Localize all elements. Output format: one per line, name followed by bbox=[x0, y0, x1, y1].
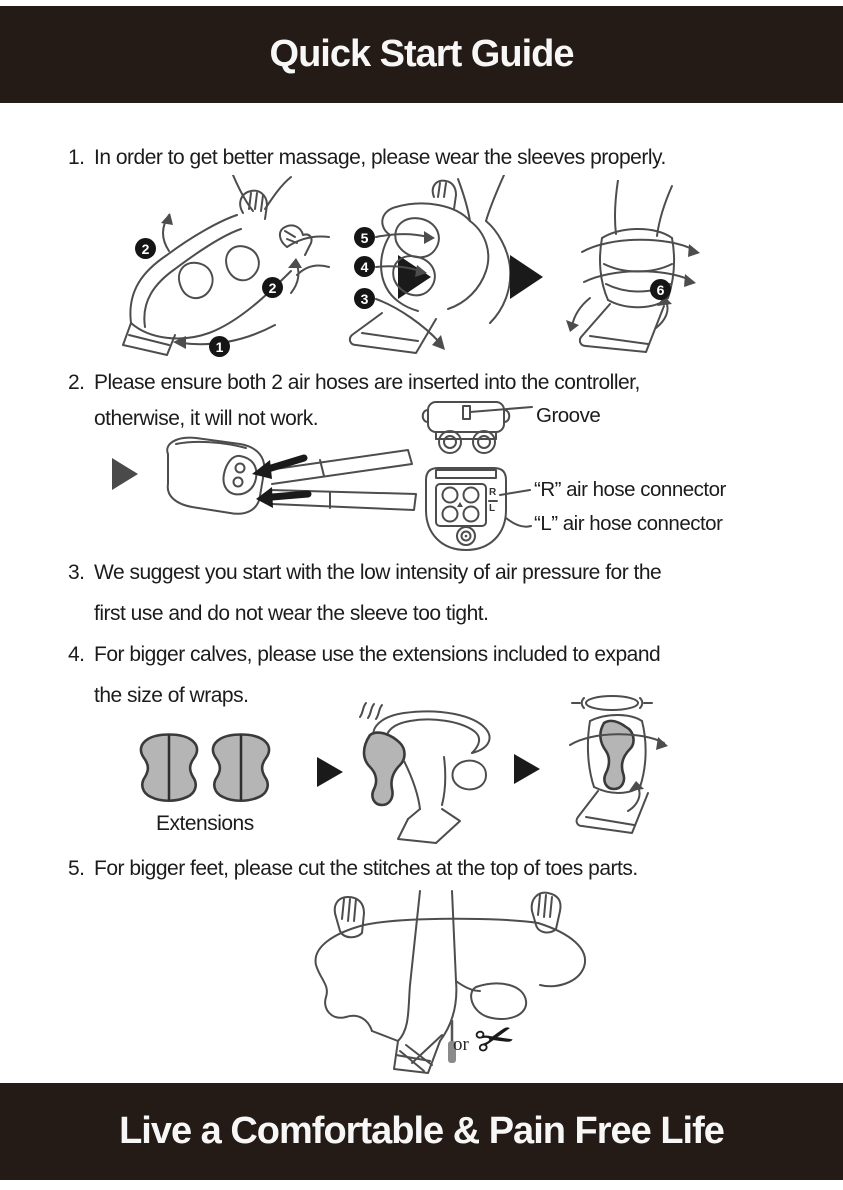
step-4-line-1: For bigger calves, please use the extensions included to expand bbox=[94, 643, 661, 666]
step-5-line-1: For bigger feet, please cut the stitches at the top of toes parts. bbox=[94, 857, 638, 880]
step-1-line-1: In order to get better massage, please wear the sleeves properly. bbox=[94, 146, 666, 169]
r-connector-label: “R” air hose connector bbox=[534, 478, 726, 501]
step-1-illustration bbox=[0, 172, 843, 362]
step-marker-badge: 2 bbox=[262, 277, 283, 298]
step-5-illustration bbox=[0, 889, 843, 1077]
extensions-label: Extensions bbox=[156, 812, 254, 835]
step-5-text bbox=[68, 848, 843, 889]
header-bar bbox=[0, 6, 843, 103]
scissors-icon: ✂ bbox=[469, 1008, 521, 1069]
groove-label: Groove bbox=[536, 404, 601, 427]
step-3-text bbox=[0, 552, 843, 634]
step-3-line-2: first use and do not wear the sleeve too tight. bbox=[94, 602, 489, 625]
step-2-line-1: Please ensure both 2 air hoses are inserted into the controller, bbox=[94, 371, 640, 394]
l-marker: L bbox=[489, 503, 496, 514]
page-title: Quick Start Guide bbox=[269, 33, 574, 75]
step-2-number: 2. bbox=[68, 371, 85, 394]
step-marker-badge: 6 bbox=[650, 279, 671, 300]
r-marker: R bbox=[489, 487, 497, 498]
extension-pads-sketch bbox=[138, 732, 280, 804]
sleeve-wrapped-sketch bbox=[560, 180, 715, 360]
step-2-line-2: otherwise, it will not work. bbox=[94, 407, 319, 430]
or-label: or bbox=[453, 1034, 469, 1055]
step-2-diagram bbox=[0, 398, 843, 552]
wrap-with-extension-sketch bbox=[348, 701, 503, 846]
arrow-right-icon bbox=[317, 757, 343, 787]
step-4-number: 4. bbox=[68, 643, 85, 666]
sleeve-open-sketch bbox=[115, 175, 330, 360]
step-marker-badge: 3 bbox=[354, 288, 375, 309]
controller-front-view-sketch bbox=[426, 468, 531, 550]
step-4-line-2: the size of wraps. bbox=[94, 684, 249, 707]
controller-top-view-sketch bbox=[423, 402, 532, 453]
footer-slogan: Live a Comfortable & Pain Free Life bbox=[119, 1110, 724, 1152]
l-connector-label: “L” air hose connector bbox=[534, 512, 723, 535]
step-5-number: 5. bbox=[68, 857, 85, 880]
arrow-right-icon bbox=[510, 255, 543, 299]
step-4-illustration bbox=[0, 716, 843, 848]
step-3-line-1: We suggest you start with the low intensity of air pressure for the bbox=[94, 561, 662, 584]
arrow-right-icon bbox=[514, 754, 540, 784]
step-2-text bbox=[68, 362, 843, 403]
step-marker-badge: 5 bbox=[354, 227, 375, 248]
arrow-right-icon bbox=[112, 458, 138, 490]
step-1-number: 1. bbox=[68, 146, 85, 169]
footer-bar bbox=[0, 1083, 843, 1180]
step-marker-badge: 2 bbox=[135, 238, 156, 259]
step-marker-badge: 4 bbox=[354, 256, 375, 277]
cut-stitches-sketch bbox=[280, 889, 600, 1075]
quick-start-guide-page bbox=[0, 6, 843, 1180]
wrapped-leg-extension-sketch bbox=[568, 693, 670, 843]
step-marker-badge: 1 bbox=[209, 336, 230, 357]
step-3-number: 3. bbox=[68, 561, 85, 584]
controller-hose-insert-sketch bbox=[167, 438, 416, 514]
